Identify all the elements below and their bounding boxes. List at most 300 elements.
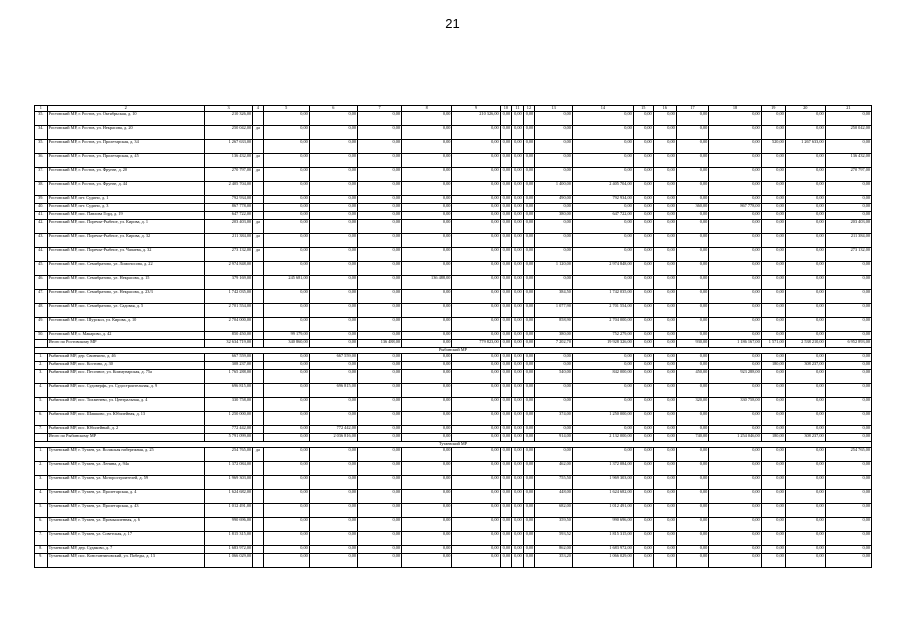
value-cell: 1 683 972,00	[204, 546, 252, 554]
value-cell: 2 538 210,00	[785, 340, 825, 348]
value-cell: 0,00	[825, 318, 871, 332]
value-cell: 0,00	[709, 554, 761, 568]
value-cell: 0,00	[653, 318, 676, 332]
value-cell: 0,00	[523, 412, 535, 426]
value-cell: 340 860,00	[263, 340, 309, 348]
value-cell: 0,00	[676, 412, 709, 426]
value-cell: 792 934,00	[204, 196, 252, 204]
value-cell: 0,00	[761, 384, 785, 398]
value-cell: 0,00	[653, 434, 676, 442]
value-cell: 32 634 719,00	[204, 340, 252, 348]
value-cell: 1 186 167,00	[709, 340, 761, 348]
value-cell: 0,00	[761, 318, 785, 332]
value-cell: 0,00	[676, 354, 709, 362]
value-cell: 0,00	[309, 340, 357, 348]
value-cell: 245 681,00	[263, 276, 309, 290]
value-cell: 0,00	[523, 340, 535, 348]
value-cell: 1 400,00	[535, 182, 573, 196]
value-cell: 0,00	[709, 140, 761, 154]
address-cell: Рыбинский МР, пос. Костино, д. 30	[47, 362, 204, 370]
value-cell: 1 012 491,00	[572, 504, 633, 518]
value-cell: 136 488,00	[402, 276, 452, 290]
value-cell: 0,00	[523, 318, 535, 332]
value-cell: 0,00	[263, 476, 309, 490]
value-cell: 0,00	[709, 476, 761, 490]
value-cell: 0,00	[452, 262, 500, 276]
value-cell: 0,00	[523, 434, 535, 442]
value-cell: 0,00	[761, 112, 785, 126]
value-cell: 0,00	[633, 332, 653, 340]
value-cell: 0,00	[512, 220, 524, 234]
value-cell: 2 704 000,00	[204, 318, 252, 332]
value-cell: 0,00	[512, 354, 524, 362]
table-row	[35, 518, 872, 532]
table-row	[35, 318, 872, 332]
value-cell: да	[253, 126, 263, 140]
value-cell: 923 288,00	[709, 370, 761, 384]
value-cell: 0,00	[633, 220, 653, 234]
value-cell: 0,00	[512, 546, 524, 554]
value-cell: 0,00	[633, 354, 653, 362]
value-cell	[253, 362, 263, 370]
row-number-cell: 44.	[35, 248, 48, 262]
value-cell: 0,00	[309, 318, 357, 332]
value-cell: 0,00	[512, 340, 524, 348]
value-cell: 0,00	[309, 370, 357, 384]
value-cell: 867 778,00	[709, 204, 761, 212]
table-row	[35, 304, 872, 318]
value-cell: 0,00	[653, 532, 676, 546]
address-cell: Тутаевский МР, г. Тутаев, ул. Пролетарская, д. 4	[47, 490, 204, 504]
address-cell: Ростовский МР, г. Ростов, ул. Фрунзе, д. 20	[47, 168, 204, 182]
value-cell: 0,00	[709, 168, 761, 182]
column-number: 20	[785, 106, 825, 112]
value-cell: 0,00	[535, 168, 573, 182]
value-cell: 0,00	[653, 412, 676, 426]
value-cell: 0,00	[709, 262, 761, 276]
column-number: 5	[263, 106, 309, 112]
value-cell: 0,00	[785, 448, 825, 462]
value-cell: 0,00	[402, 154, 452, 168]
value-cell: 0,00	[263, 248, 309, 262]
value-cell: 0,00	[263, 504, 309, 518]
value-cell: 1 077,90	[535, 304, 573, 318]
value-cell: 0,00	[402, 504, 452, 518]
value-cell: 0,00	[500, 476, 512, 490]
value-cell: 0,00	[653, 504, 676, 518]
value-cell: 0,00	[309, 126, 357, 140]
value-cell: 0,00	[523, 546, 535, 554]
value-cell: 0,00	[535, 448, 573, 462]
value-cell	[253, 518, 263, 532]
value-cell: 0,00	[358, 476, 402, 490]
row-number-cell: 39.	[35, 196, 48, 204]
value-cell: да	[253, 448, 263, 462]
value-cell: 0,00	[309, 140, 357, 154]
value-cell: 0,00	[263, 318, 309, 332]
table-row	[35, 168, 872, 182]
row-number-cell: 3.	[35, 476, 48, 490]
value-cell: 0,00	[761, 204, 785, 212]
value-cell: 136 488,00	[358, 340, 402, 348]
value-cell: 0,00	[512, 412, 524, 426]
address-cell: Ростовский МР, пос. Семибратово, ул. Садовая, д. 5	[47, 304, 204, 318]
value-cell: 450,00	[676, 370, 709, 384]
value-cell: 0,00	[512, 518, 524, 532]
value-cell: 740,00	[676, 434, 709, 442]
value-cell: 0,00	[452, 434, 500, 442]
value-cell: 0,00	[653, 518, 676, 532]
row-number-cell: 2.	[35, 462, 48, 476]
value-cell: 0,00	[709, 532, 761, 546]
column-number: 4	[253, 106, 263, 112]
value-cell: 0,00	[512, 448, 524, 462]
value-cell: 1 683 972,00	[572, 546, 633, 554]
value-cell: 180,00	[761, 362, 785, 370]
column-number: 18	[709, 106, 761, 112]
value-cell: 0,00	[263, 462, 309, 476]
value-cell: 0,00	[785, 412, 825, 426]
value-cell: 448,00	[535, 490, 573, 504]
value-cell: 0,00	[633, 426, 653, 434]
value-cell: 0,00	[653, 140, 676, 154]
address-cell: Тутаевский МР, г. Тутаев, ул. Моторостроителей, д. 59	[47, 476, 204, 490]
value-cell: 0,00	[761, 248, 785, 262]
value-cell: 0,00	[309, 304, 357, 318]
value-cell: 0,00	[825, 426, 871, 434]
value-cell: 0,00	[358, 248, 402, 262]
value-cell: 0,00	[653, 546, 676, 554]
value-cell: 0,00	[402, 448, 452, 462]
column-number: 9	[452, 106, 500, 112]
value-cell: 0,00	[709, 154, 761, 168]
value-cell: 0,00	[761, 126, 785, 140]
value-cell: 0,00	[785, 182, 825, 196]
value-cell: 0,00	[263, 490, 309, 504]
value-cell: 0,00	[358, 140, 402, 154]
value-cell: 0,00	[653, 554, 676, 568]
value-cell: 0,00	[402, 304, 452, 318]
value-cell: 0,00	[402, 290, 452, 304]
value-cell: 0,00	[358, 204, 402, 212]
value-cell: 0,00	[676, 196, 709, 204]
registry-body	[35, 106, 872, 568]
row-number-cell: 1.	[35, 448, 48, 462]
value-cell: 0,00	[452, 126, 500, 140]
value-cell: 0,00	[676, 248, 709, 262]
value-cell: 0,00	[358, 262, 402, 276]
value-cell: 0,00	[633, 212, 653, 220]
value-cell: 0,00	[572, 140, 633, 154]
value-cell	[253, 276, 263, 290]
value-cell: 0,00	[452, 140, 500, 154]
value-cell: 0,00	[309, 196, 357, 204]
value-cell: 667 559,00	[309, 354, 357, 362]
value-cell: 0,00	[263, 546, 309, 554]
value-cell: 0,00	[402, 532, 452, 546]
value-cell: 0,00	[358, 290, 402, 304]
value-cell	[253, 412, 263, 426]
value-cell: 858,90	[535, 318, 573, 332]
value-cell: 0,00	[263, 362, 309, 370]
address-cell: Тутаевский МР, пос. Константиновский, ул. Победы, д. 13	[47, 554, 204, 568]
value-cell: 1 267 633,00	[785, 140, 825, 154]
value-cell: 0,00	[825, 532, 871, 546]
value-cell: 0,00	[676, 462, 709, 476]
address-cell: Рыбинский МР, дер. Свинчино, д. 46	[47, 354, 204, 362]
value-cell: 0,00	[523, 532, 535, 546]
value-cell: 0,00	[523, 290, 535, 304]
value-cell: 0,00	[785, 426, 825, 434]
value-cell: 0,00	[676, 448, 709, 462]
value-cell: 0,00	[402, 212, 452, 220]
value-cell: 0,00	[761, 426, 785, 434]
value-cell: 0,00	[309, 362, 357, 370]
value-cell: 0,00	[761, 504, 785, 518]
value-cell: 0,00	[535, 248, 573, 262]
value-cell: 0,00	[523, 476, 535, 490]
row-number-cell: 6.	[35, 518, 48, 532]
value-cell: 0,00	[709, 212, 761, 220]
table-row	[35, 248, 872, 262]
value-cell: 0,00	[825, 354, 871, 362]
row-number-cell: 5.	[35, 398, 48, 412]
value-cell: 0,00	[572, 248, 633, 262]
value-cell: 0,00	[402, 204, 452, 212]
value-cell: 360,00	[676, 204, 709, 212]
value-cell: 0,00	[263, 434, 309, 442]
value-cell: 0,00	[452, 168, 500, 182]
value-cell: 0,00	[452, 476, 500, 490]
value-cell: 0,00	[309, 234, 357, 248]
value-cell: 0,00	[825, 140, 871, 154]
value-cell	[253, 332, 263, 340]
value-cell: 0,00	[825, 304, 871, 318]
value-cell: 0,00	[633, 304, 653, 318]
value-cell: 0,00	[500, 182, 512, 196]
value-cell: 0,00	[512, 126, 524, 140]
value-cell: 0,00	[761, 398, 785, 412]
value-cell: 0,00	[709, 234, 761, 248]
value-cell: 0,00	[263, 126, 309, 140]
value-cell: 0,00	[633, 276, 653, 290]
value-cell: 696 815,00	[204, 384, 252, 398]
value-cell: 0,00	[535, 154, 573, 168]
value-cell: 0,00	[523, 448, 535, 462]
value-cell: 0,00	[653, 476, 676, 490]
value-cell: 0,00	[512, 196, 524, 204]
value-cell: 0,00	[785, 490, 825, 504]
value-cell: 0,00	[785, 476, 825, 490]
value-cell: 0,00	[761, 304, 785, 318]
value-cell: 2 974 848,00	[572, 262, 633, 276]
value-cell: 0,00	[512, 370, 524, 384]
value-cell: 0,00	[709, 220, 761, 234]
table-row	[35, 412, 872, 426]
value-cell: 0,00	[512, 168, 524, 182]
row-number-cell: 2.	[35, 362, 48, 370]
table-row	[35, 362, 872, 370]
row-number-cell: 49.	[35, 318, 48, 332]
row-number-cell: 45.	[35, 262, 48, 276]
value-cell: 0,00	[263, 532, 309, 546]
value-cell: 0,00	[500, 370, 512, 384]
value-cell: 250 042,00	[825, 126, 871, 140]
value-cell: 850 450,00	[204, 332, 252, 340]
value-cell: 0,00	[653, 168, 676, 182]
value-cell: 0,00	[523, 154, 535, 168]
value-cell: 0,00	[761, 276, 785, 290]
table-row	[35, 546, 872, 554]
value-cell: 0,00	[653, 448, 676, 462]
value-cell: 0,00	[512, 398, 524, 412]
table-row	[35, 448, 872, 462]
value-cell: 0,00	[512, 384, 524, 398]
value-cell: 779 823,00	[452, 340, 500, 348]
value-cell: 0,00	[263, 554, 309, 568]
column-number: 17	[676, 106, 709, 112]
value-cell: 0,00	[785, 304, 825, 318]
value-cell: 270 797,00	[825, 168, 871, 182]
value-cell: 0,00	[500, 212, 512, 220]
table-row	[35, 220, 872, 234]
column-number: 15	[633, 106, 653, 112]
value-cell	[253, 262, 263, 276]
value-cell: 0,00	[535, 362, 573, 370]
value-cell: 0,00	[512, 212, 524, 220]
value-cell: 0,00	[709, 196, 761, 204]
value-cell: 0,00	[523, 196, 535, 204]
value-cell: 0,00	[825, 112, 871, 126]
value-cell: 0,00	[825, 290, 871, 304]
table-row	[35, 462, 872, 476]
value-cell: 0,00	[633, 554, 653, 568]
value-cell: 0,00	[309, 448, 357, 462]
table-row	[35, 196, 872, 204]
value-cell: 0,00	[402, 412, 452, 426]
row-number-cell: 40.	[35, 204, 48, 212]
value-cell: 0,00	[523, 220, 535, 234]
value-cell: 0,00	[761, 490, 785, 504]
value-cell: 0,00	[653, 290, 676, 304]
value-cell: 2 704 000,00	[572, 318, 633, 332]
table-row	[35, 370, 872, 384]
value-cell: 0,00	[358, 168, 402, 182]
value-cell: да	[253, 234, 263, 248]
value-cell: 0,00	[709, 448, 761, 462]
value-cell: 0,00	[263, 354, 309, 362]
value-cell: 0,00	[358, 354, 402, 362]
value-cell: 755,50	[535, 476, 573, 490]
value-cell: 0,00	[676, 304, 709, 318]
value-cell	[253, 476, 263, 490]
value-cell: 0,00	[500, 426, 512, 434]
value-cell: 0,00	[761, 262, 785, 276]
value-cell: 0,00	[535, 204, 573, 212]
value-cell: 0,00	[785, 234, 825, 248]
value-cell: 359,50	[535, 518, 573, 532]
value-cell: 0,00	[761, 546, 785, 554]
value-cell: 1 765 288,00	[204, 370, 252, 384]
value-cell: 0,00	[785, 504, 825, 518]
value-cell: 203 403,00	[825, 220, 871, 234]
row-number-cell	[35, 434, 48, 442]
value-cell: 0,00	[500, 412, 512, 426]
value-cell: 0,00	[358, 426, 402, 434]
value-cell: 0,00	[523, 398, 535, 412]
value-cell: 0,00	[358, 384, 402, 398]
address-cell: Ростовский МР, г. Ростов, ул. Некрасова, д. 20	[47, 126, 204, 140]
value-cell: 0,00	[452, 318, 500, 332]
address-cell: Ростовский МР, пгт. Судино, д. 1	[47, 196, 204, 204]
address-cell: Тутаевский МР, г. Тутаев, ул. Волжская набережная, д. 25	[47, 448, 204, 462]
value-cell: 0,00	[512, 112, 524, 126]
value-cell	[253, 204, 263, 212]
table-row	[35, 398, 872, 412]
value-cell: 0,00	[512, 504, 524, 518]
value-cell: да	[253, 220, 263, 234]
value-cell: 0,00	[633, 196, 653, 204]
value-cell: 0,00	[263, 412, 309, 426]
value-cell: 0,00	[452, 504, 500, 518]
value-cell: 0,00	[452, 384, 500, 398]
value-cell: 0,00	[512, 462, 524, 476]
value-cell: 0,00	[309, 204, 357, 212]
value-cell: 682,00	[535, 504, 573, 518]
value-cell: 0,00	[358, 546, 402, 554]
column-number: 11	[512, 106, 524, 112]
value-cell: 0,00	[500, 462, 512, 476]
address-cell: Рыбинский МР, пос. Шашково, ул. Юбилейная, д. 13	[47, 412, 204, 426]
value-cell: 0,00	[263, 182, 309, 196]
value-cell: 0,00	[500, 332, 512, 340]
table-row	[35, 212, 872, 220]
value-cell: 0,00	[633, 154, 653, 168]
value-cell	[253, 546, 263, 554]
table-row	[35, 476, 872, 490]
value-cell: 0,00	[633, 204, 653, 212]
column-number: 3	[204, 106, 252, 112]
value-cell: 0,00	[523, 204, 535, 212]
value-cell: 0,00	[709, 490, 761, 504]
value-cell: 2 701 554,00	[204, 304, 252, 318]
value-cell: 0,00	[785, 354, 825, 362]
value-cell: 0,00	[309, 182, 357, 196]
value-cell: 353,20	[535, 554, 573, 568]
value-cell: 308 237,00	[785, 362, 825, 370]
value-cell: 0,00	[263, 220, 309, 234]
registry-table	[34, 105, 872, 568]
value-cell: 0,00	[653, 196, 676, 204]
value-cell: 0,00	[512, 304, 524, 318]
value-cell: 0,00	[633, 318, 653, 332]
value-cell: да	[253, 168, 263, 182]
value-cell: 0,00	[785, 370, 825, 384]
value-cell: 0,00	[452, 518, 500, 532]
value-cell: 520,00	[761, 140, 785, 154]
value-cell: 0,00	[825, 262, 871, 276]
value-cell: 211 384,00	[825, 234, 871, 248]
value-cell: 0,00	[761, 476, 785, 490]
value-cell: 1 372 084,00	[572, 462, 633, 476]
value-cell: 0,00	[500, 196, 512, 204]
value-cell: 0,00	[512, 318, 524, 332]
value-cell: 2 405 704,00	[204, 182, 252, 196]
value-cell: 0,00	[309, 554, 357, 568]
value-cell: 0,00	[633, 518, 653, 532]
row-number-cell	[35, 340, 48, 348]
value-cell: 0,00	[653, 398, 676, 412]
